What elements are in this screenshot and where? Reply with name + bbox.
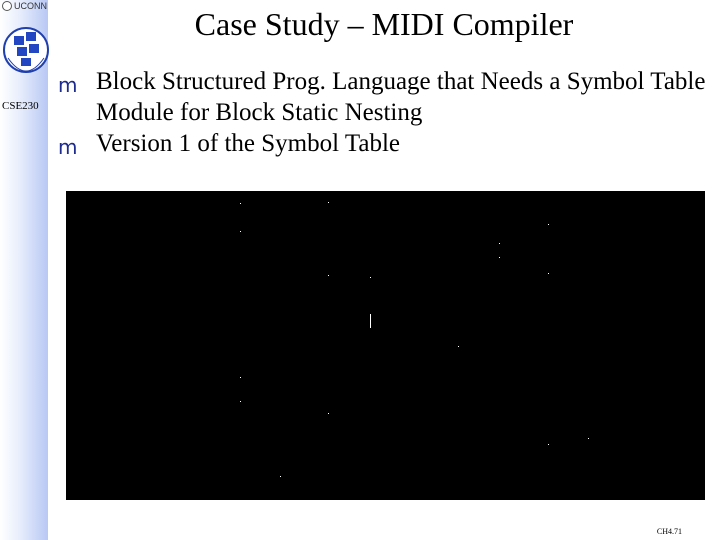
uconn-engineering-logo-icon (2, 18, 50, 88)
page-number: CH4.71 (656, 527, 682, 536)
symbol-table-diagram-image (66, 191, 705, 500)
diagram-tick (370, 314, 371, 328)
course-label: CSE230 (2, 100, 39, 112)
bullet-marker: m (58, 135, 78, 159)
seal-icon (2, 1, 12, 11)
bullet-text: Block Structured Prog. Language that Needs a Symbol Table Module for Block Static Nesting (96, 68, 706, 126)
bullet-marker: m (58, 73, 78, 97)
bullet-item (58, 128, 718, 159)
slide-title: Case Study – MIDI Compiler (194, 6, 574, 42)
university-header (2, 1, 47, 11)
bullet-list (58, 66, 718, 159)
university-name: UCONN (14, 1, 47, 11)
bullet-text: Version 1 of the Symbol Table (96, 130, 401, 157)
bullet-item (58, 66, 718, 128)
